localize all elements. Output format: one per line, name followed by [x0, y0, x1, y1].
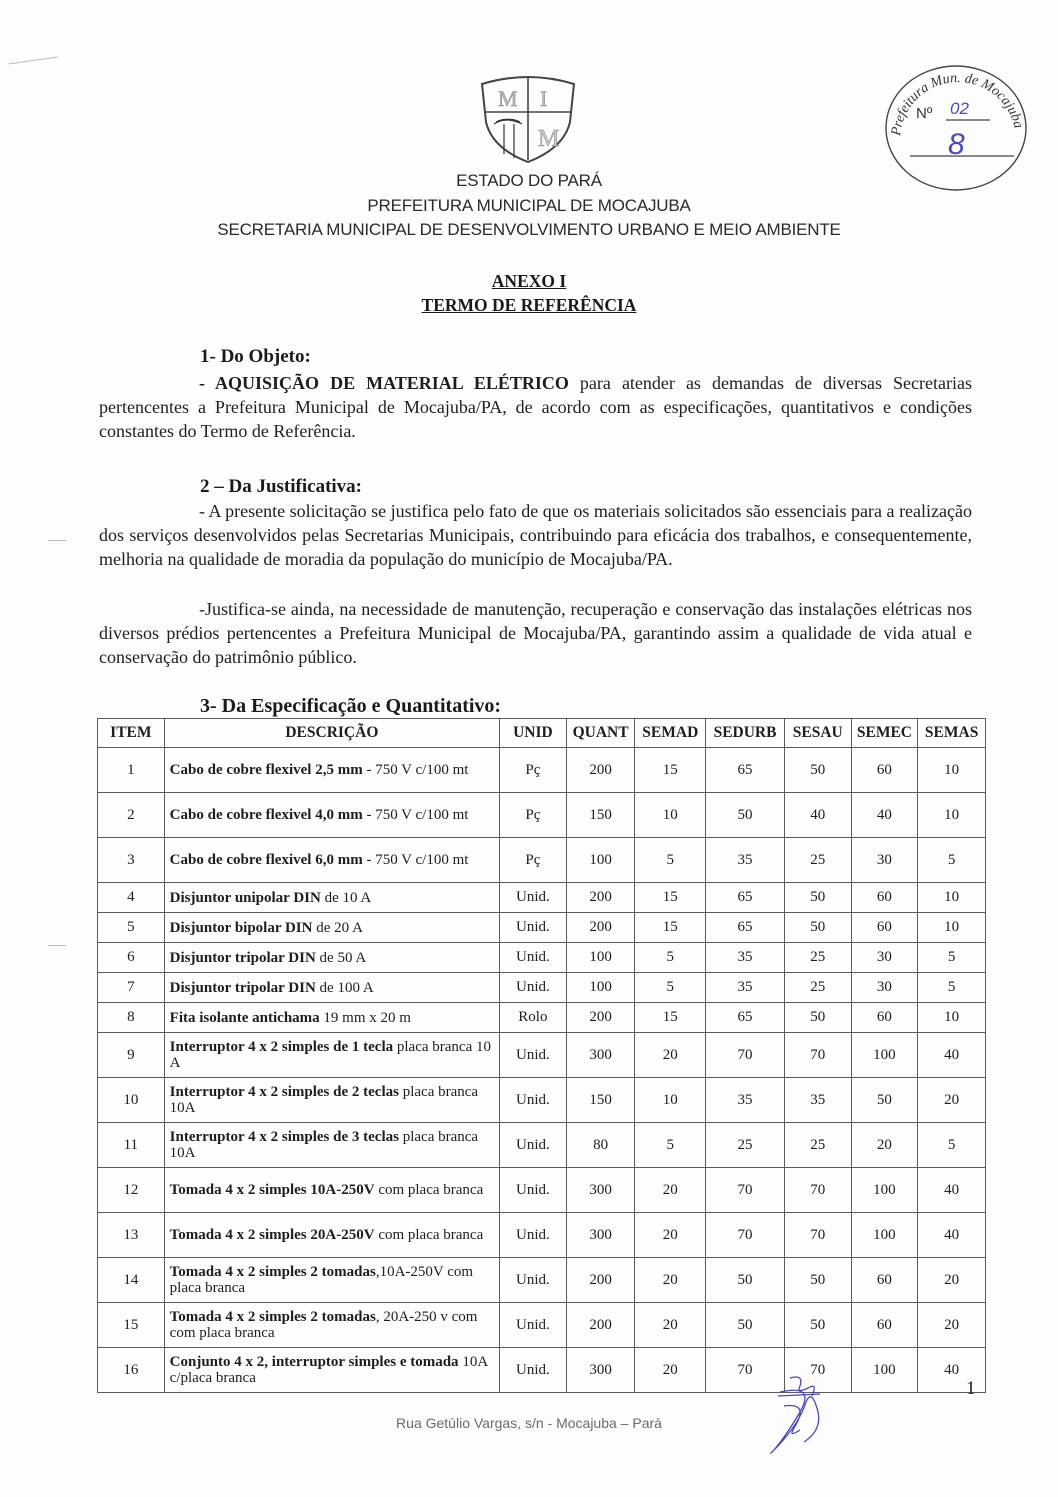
semas-cell: 5	[918, 943, 986, 973]
semad-cell: 15	[635, 883, 706, 913]
quant-cell: 150	[566, 793, 635, 838]
quant-cell: 150	[566, 1078, 635, 1123]
sedurb-cell: 25	[706, 1123, 785, 1168]
description-rest: 19 mm x 20 m	[319, 1009, 411, 1026]
section-1-body: para atender as demandas de diversas Secretarias pertencentes a Prefeitura Municipal de Mocajuba/PA, de acordo com as especificações, quantitativos e condições constantes do Termo de Referência.	[99, 373, 972, 441]
quant-cell: 80	[566, 1123, 635, 1168]
quant-cell: 300	[566, 1213, 635, 1258]
description-cell	[164, 1348, 499, 1393]
description-bold: Tomada 4 x 2 simples 2 tomadas	[169, 1264, 376, 1280]
sesau-cell: 35	[784, 1078, 851, 1123]
quant-cell: 200	[566, 748, 635, 793]
semas-cell: 10	[918, 1003, 986, 1033]
description-bold: Fita isolante antichama	[169, 1009, 320, 1026]
semad-cell: 5	[635, 973, 706, 1003]
quant-cell: 200	[566, 1303, 635, 1348]
semec-cell: 20	[851, 1123, 918, 1168]
description-bold: Interruptor 4 x 2 simples de 2 teclas	[169, 1084, 399, 1100]
header-secretariat: SECRETARIA MUNICIPAL DE DESENVOLVIMENTO URBANO E MEIO AMBIENTE	[217, 220, 841, 239]
description-cell	[164, 943, 499, 973]
sesau-cell: 50	[784, 1003, 851, 1033]
section-2-title: 2 – Da Justificativa:	[200, 476, 363, 497]
sesau-cell: 70	[784, 1033, 851, 1078]
description-bold: Disjuntor tripolar DIN	[169, 949, 316, 966]
unid-cell: Unid.	[500, 1258, 567, 1303]
description-rest: placa branca 10 A	[169, 1039, 491, 1071]
sedurb-cell: 65	[706, 913, 785, 943]
unid-cell: Pç	[500, 793, 567, 838]
unid-cell: Unid.	[500, 1303, 567, 1348]
sedurb-cell: 70	[706, 1213, 785, 1258]
description-bold: Disjuntor tripolar DIN	[169, 979, 316, 996]
semec-cell: 100	[851, 1168, 918, 1213]
table-row	[98, 838, 986, 883]
footer-address: Rua Getúlio Vargas, s/n - Mocajuba – Pará	[396, 1415, 662, 1431]
description-rest: - 750 V c/100 mt	[362, 807, 469, 823]
table-row	[98, 1258, 986, 1303]
stamp-number-value: 02	[950, 99, 969, 118]
description-cell	[164, 1123, 499, 1168]
specification-table	[97, 718, 986, 1393]
semad-cell: 5	[635, 943, 706, 973]
unid-cell: Unid.	[500, 913, 567, 943]
header-municipality: PREFEITURA MUNICIPAL DE MOCAJUBA	[367, 196, 691, 215]
description-bold: Tomada 4 x 2 simples 20A-250V	[169, 1227, 375, 1243]
column-header: SESAU	[784, 719, 851, 748]
document-title: TERMO DE REFERÊNCIA	[421, 295, 637, 315]
table-row	[98, 973, 986, 1003]
semec-cell: 100	[851, 1033, 918, 1078]
section-1-text	[99, 371, 972, 443]
item-number-cell: 10	[98, 1078, 165, 1123]
sesau-cell: 70	[784, 1213, 851, 1258]
description-bold: Tomada 4 x 2 simples 10A-250V	[169, 1182, 375, 1198]
table-row	[98, 748, 986, 793]
table-row	[98, 943, 986, 973]
semec-cell: 60	[851, 1258, 918, 1303]
table-row	[98, 883, 986, 913]
description-rest: 10A c/placa branca	[169, 1354, 488, 1386]
unid-cell: Unid.	[500, 1213, 567, 1258]
semas-cell: 40	[918, 1213, 986, 1258]
annex-label: ANEXO I	[491, 271, 567, 291]
column-header: SEMAS	[918, 719, 986, 748]
sedurb-cell: 70	[706, 1033, 785, 1078]
semas-cell: 5	[918, 1123, 986, 1168]
quant-cell: 200	[566, 1258, 635, 1303]
semas-cell: 10	[918, 913, 986, 943]
item-number-cell: 6	[98, 943, 165, 973]
item-number-cell: 16	[98, 1348, 165, 1393]
semas-cell: 40	[918, 1168, 986, 1213]
quant-cell: 200	[566, 913, 635, 943]
header-state: ESTADO DO PARÁ	[456, 171, 602, 190]
unid-cell: Unid.	[500, 1078, 567, 1123]
item-number-cell: 5	[98, 913, 165, 943]
sesau-cell: 25	[784, 943, 851, 973]
unid-cell: Unid.	[500, 1348, 567, 1393]
semec-cell: 30	[851, 838, 918, 883]
page-number: 1	[966, 1378, 976, 1399]
column-header: QUANT	[566, 719, 635, 748]
semec-cell: 30	[851, 973, 918, 1003]
semas-cell: 5	[918, 838, 986, 883]
semad-cell: 15	[635, 913, 706, 943]
description-cell	[164, 838, 499, 883]
stamp-sub-value: 8	[948, 128, 965, 161]
sedurb-cell: 35	[706, 973, 785, 1003]
unid-cell: Rolo	[500, 1003, 567, 1033]
item-number-cell: 13	[98, 1213, 165, 1258]
scan-artifact	[8, 57, 58, 65]
table-row	[98, 1348, 986, 1393]
description-bold: Disjuntor bipolar DIN	[169, 919, 313, 936]
semec-cell: 60	[851, 1303, 918, 1348]
description-rest: de 20 A	[312, 919, 363, 936]
stamp-number-label: Nº	[916, 105, 933, 122]
column-header: ITEM	[98, 719, 165, 748]
semec-cell: 60	[851, 883, 918, 913]
item-number-cell: 9	[98, 1033, 165, 1078]
column-header: SEMAD	[635, 719, 706, 748]
item-number-cell: 8	[98, 1003, 165, 1033]
description-cell	[164, 973, 499, 1003]
description-bold: Cabo de cobre flexivel 4,0 mm	[169, 807, 363, 823]
unid-cell: Unid.	[500, 883, 567, 913]
stamp-ring-text: Prefeitura Mun. de Mocajuba	[889, 70, 1026, 137]
description-rest: placa branca 10A	[169, 1084, 479, 1116]
description-cell	[164, 1168, 499, 1213]
sesau-cell: 70	[784, 1348, 851, 1393]
semad-cell: 20	[635, 1213, 706, 1258]
section-1-title: 1- Do Objeto:	[200, 346, 311, 367]
description-bold: Cabo de cobre flexivel 6,0 mm	[169, 852, 363, 868]
quant-cell: 300	[566, 1168, 635, 1213]
scan-artifact	[48, 945, 66, 946]
unid-cell: Pç	[500, 838, 567, 883]
item-number-cell: 3	[98, 838, 165, 883]
quant-cell: 100	[566, 973, 635, 1003]
semas-cell: 10	[918, 883, 986, 913]
description-cell	[164, 1258, 499, 1303]
sesau-cell: 25	[784, 973, 851, 1003]
description-cell	[164, 913, 499, 943]
semas-cell: 20	[918, 1078, 986, 1123]
semad-cell: 20	[635, 1258, 706, 1303]
crest-letter: I	[540, 86, 548, 111]
description-cell	[164, 1003, 499, 1033]
quant-cell: 100	[566, 838, 635, 883]
sesau-cell: 50	[784, 748, 851, 793]
semas-cell: 20	[918, 1258, 986, 1303]
description-rest: de 10 A	[320, 889, 372, 906]
description-cell	[164, 748, 499, 793]
description-cell	[164, 883, 499, 913]
description-cell	[164, 793, 499, 838]
sedurb-cell: 35	[706, 838, 785, 883]
semad-cell: 15	[635, 1003, 706, 1033]
quant-cell: 100	[566, 943, 635, 973]
sesau-cell: 50	[784, 883, 851, 913]
sedurb-cell: 70	[706, 1348, 785, 1393]
table-row	[98, 1078, 986, 1123]
unid-cell: Unid.	[500, 943, 567, 973]
semad-cell: 20	[635, 1303, 706, 1348]
semas-cell: 40	[918, 1033, 986, 1078]
unid-cell: Pç	[500, 748, 567, 793]
table-row	[98, 1303, 986, 1348]
semad-cell: 20	[635, 1348, 706, 1393]
item-number-cell: 15	[98, 1303, 165, 1348]
table-row	[98, 1168, 986, 1213]
semec-cell: 100	[851, 1348, 918, 1393]
semad-cell: 15	[635, 748, 706, 793]
quant-cell: 300	[566, 1033, 635, 1078]
description-bold: Tomada 4 x 2 simples 2 tomadas	[169, 1309, 376, 1325]
quant-cell: 200	[566, 883, 635, 913]
description-bold: Interruptor 4 x 2 simples de 1 tecla	[169, 1039, 394, 1055]
table-header-row	[98, 719, 986, 748]
municipal-crest-icon	[476, 72, 580, 164]
semad-cell: 10	[635, 1078, 706, 1123]
semec-cell: 60	[851, 913, 918, 943]
column-header: UNID	[500, 719, 567, 748]
description-rest: placa branca 10A	[169, 1129, 479, 1161]
table-row	[98, 1003, 986, 1033]
unid-cell: Unid.	[500, 1168, 567, 1213]
sesau-cell: 25	[784, 838, 851, 883]
sesau-cell: 40	[784, 793, 851, 838]
sedurb-cell: 35	[706, 943, 785, 973]
scan-artifact	[48, 540, 66, 541]
description-bold: Disjuntor unipolar DIN	[169, 889, 321, 906]
sedurb-cell: 50	[706, 1258, 785, 1303]
description-rest: - 750 V c/100 mt	[362, 852, 469, 868]
semad-cell: 5	[635, 1123, 706, 1168]
description-cell	[164, 1213, 499, 1258]
table-body	[98, 748, 986, 1393]
table-row	[98, 1213, 986, 1258]
sedurb-cell: 65	[706, 1003, 785, 1033]
item-number-cell: 2	[98, 793, 165, 838]
section-1-lead: - AQUISIÇÃO DE MATERIAL ELÉTRICO	[199, 373, 569, 393]
item-number-cell: 12	[98, 1168, 165, 1213]
semec-cell: 60	[851, 748, 918, 793]
item-number-cell: 1	[98, 748, 165, 793]
semec-cell: 100	[851, 1213, 918, 1258]
semad-cell: 20	[635, 1168, 706, 1213]
quant-cell: 200	[566, 1003, 635, 1033]
table-row	[98, 793, 986, 838]
quant-cell: 300	[566, 1348, 635, 1393]
description-bold: Interruptor 4 x 2 simples de 3 teclas	[169, 1129, 399, 1145]
description-rest: de 100 A	[315, 979, 374, 996]
semec-cell: 50	[851, 1078, 918, 1123]
unid-cell: Unid.	[500, 1123, 567, 1168]
description-cell	[164, 1303, 499, 1348]
column-header: SEMEC	[851, 719, 918, 748]
sesau-cell: 70	[784, 1168, 851, 1213]
sedurb-cell: 50	[706, 793, 785, 838]
item-number-cell: 11	[98, 1123, 165, 1168]
section-2-paragraph-2: -Justifica-se ainda, na necessidade de manutenção, recuperação e conservação das instalações elétricas nos diversos prédios pertencentes a Prefeitura Municipal de Mocajuba/PA, garantindo assim a qualidade de vida atual e conservação do patrimônio público.	[99, 599, 972, 667]
table-row	[98, 1033, 986, 1078]
semec-cell: 30	[851, 943, 918, 973]
unid-cell: Unid.	[500, 973, 567, 1003]
item-number-cell: 4	[98, 883, 165, 913]
table-row	[98, 913, 986, 943]
sesau-cell: 25	[784, 1123, 851, 1168]
semad-cell: 10	[635, 793, 706, 838]
semec-cell: 60	[851, 1003, 918, 1033]
description-rest: com placa branca	[374, 1227, 484, 1243]
semas-cell: 10	[918, 748, 986, 793]
section-2-paragraph-1: - A presente solicitação se justifica pelo fato de que os materiais solicitados são essenciais para a realização dos serviços desenvolvidos pelas Secretarias Municipais, contribuindo para eficácia dos trabalhos, e consequentemente, melhoria na qualidade de moradia da população do município de Mocajuba/PA.	[99, 501, 972, 569]
description-rest: - 750 V c/100 mt	[362, 762, 469, 778]
unid-cell: Unid.	[500, 1033, 567, 1078]
semas-cell: 20	[918, 1303, 986, 1348]
sedurb-cell: 70	[706, 1168, 785, 1213]
description-rest: com placa branca	[374, 1182, 484, 1198]
semad-cell: 20	[635, 1033, 706, 1078]
crest-letter: M	[498, 86, 518, 111]
description-rest: de 50 A	[315, 949, 367, 966]
crest-letter: M	[538, 126, 560, 152]
column-header: SEDURB	[706, 719, 785, 748]
sesau-cell: 50	[784, 913, 851, 943]
description-rest: , 20A-250 v com com placa branca	[169, 1309, 478, 1341]
description-bold: Conjunto 4 x 2, interruptor simples e tomada	[169, 1354, 459, 1370]
description-cell	[164, 1078, 499, 1123]
semas-cell: 40	[918, 1348, 986, 1393]
table-row	[98, 1123, 986, 1168]
sedurb-cell: 65	[706, 748, 785, 793]
description-rest: ,10A-250V com placa branca	[169, 1264, 474, 1296]
item-number-cell: 14	[98, 1258, 165, 1303]
sedurb-cell: 50	[706, 1303, 785, 1348]
description-cell	[164, 1033, 499, 1078]
column-header: DESCRIÇÃO	[164, 719, 499, 748]
semas-cell: 5	[918, 973, 986, 1003]
semas-cell: 10	[918, 793, 986, 838]
sesau-cell: 50	[784, 1258, 851, 1303]
semad-cell: 5	[635, 838, 706, 883]
description-bold: Cabo de cobre flexivel 2,5 mm	[169, 762, 363, 778]
sedurb-cell: 35	[706, 1078, 785, 1123]
section-3-title: 3- Da Especificação e Quantitativo:	[200, 695, 502, 717]
semec-cell: 40	[851, 793, 918, 838]
item-number-cell: 7	[98, 973, 165, 1003]
sedurb-cell: 65	[706, 883, 785, 913]
sesau-cell: 50	[784, 1303, 851, 1348]
